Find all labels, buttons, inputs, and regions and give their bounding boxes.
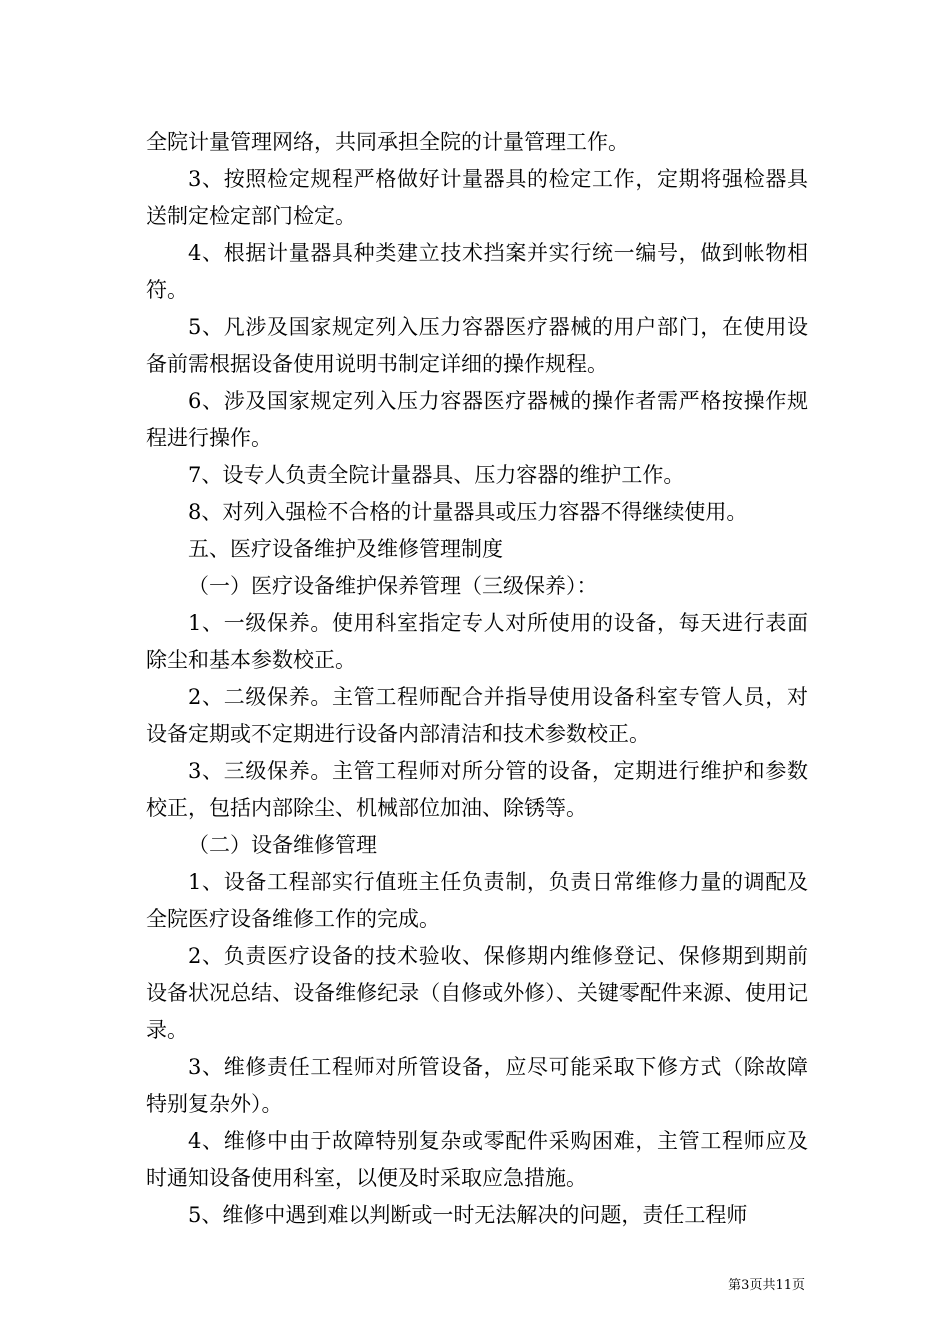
- page-number-footer: 第3页共11页: [728, 1278, 805, 1293]
- paragraph: 1、一级保养。使用科室指定专人对所使用的设备，每天进行表面除尘和基本参数校正。: [146, 611, 808, 672]
- paragraph: 5、维修中遇到难以判断或一时无法解决的问题，责任工程师: [188, 1203, 748, 1227]
- paragraph: 4、根据计量器具种类建立技术挡案并实行统一编号，做到帐物相符。: [146, 241, 808, 302]
- paragraph: 6、涉及国家规定列入压力容器医疗器械的操作者需严格按操作规程进行操作。: [146, 389, 808, 450]
- paragraph: 5、凡涉及国家规定列入压力容器医疗器械的用户部门，在使用设备前需根据设备使用说明书制定详细的操作规程。: [146, 315, 808, 376]
- paragraph: 全院计量管理网络，共同承担全院的计量管理工作。: [146, 130, 629, 154]
- paragraph: 2、负责医疗设备的技术验收、保修期内维修登记、保修期到期前设备状况总结、设备维修纪录（自修或外修）、关键零配件来源、使用记录。: [146, 944, 808, 1042]
- subsection-heading: （一）医疗设备维护保养管理（三级保养）：: [188, 574, 598, 598]
- paragraph: 8、对列入强检不合格的计量器具或压力容器不得继续使用。: [188, 500, 748, 524]
- paragraph: 3、三级保养。主管工程师对所分管的设备，定期进行维护和参数校正，包括内部除尘、机械部位加油、除锈等。: [146, 759, 808, 820]
- paragraph: 1、设备工程部实行值班主任负责制，负责日常维修力量的调配及全院医疗设备维修工作的完成。: [146, 870, 808, 931]
- paragraph: 2、二级保养。主管工程师配合并指导使用设备科室专管人员，对设备定期或不定期进行设备内部清洁和技术参数校正。: [146, 685, 808, 746]
- section-heading: 五、医疗设备维护及维修管理制度: [188, 537, 503, 561]
- paragraph: 3、维修责任工程师对所管设备，应尽可能采取下修方式（除故障特别复杂外）。: [146, 1055, 808, 1116]
- paragraph: 7、设专人负责全院计量器具、压力容器的维护工作。: [188, 463, 685, 487]
- paragraph: 4、维修中由于故障特别复杂或零配件采购困难，主管工程师应及时通知设备使用科室，以便及时采取应急措施。: [146, 1129, 808, 1190]
- body-text: [146, 124, 808, 1234]
- subsection-heading: （二）设备维修管理: [188, 833, 377, 857]
- paragraph: 3、按照检定规程严格做好计量器具的检定工作，定期将强检器具送制定检定部门检定。: [146, 167, 808, 228]
